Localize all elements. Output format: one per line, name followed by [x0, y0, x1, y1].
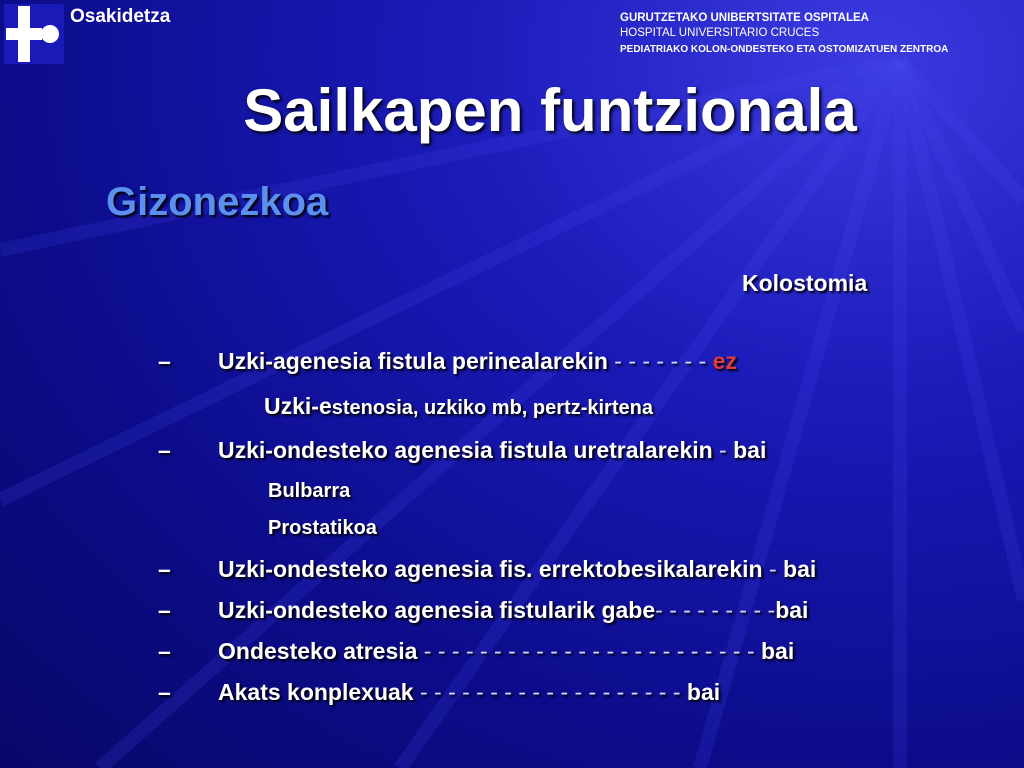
list-item [218, 679, 720, 706]
item-text-lead: Uzki-e [264, 393, 332, 419]
item-dashes: - - - - - - - - - [655, 597, 776, 623]
list-item: Bulbarra [268, 480, 351, 502]
osakidetza-logo-icon [4, 4, 64, 64]
list-item: Prostatikoa [268, 517, 377, 539]
item-text: Uzki-ondesteko agenesia fistularik gabe [218, 597, 656, 623]
item-answer: bai [783, 556, 817, 582]
item-text: Ondesteko atresia [218, 638, 418, 664]
bullet-marker: – [158, 437, 171, 463]
bullet-marker: – [158, 556, 171, 582]
item-answer: bai [733, 437, 767, 463]
column-header: Kolostomia [742, 270, 868, 296]
hospital-name-es: HOSPITAL UNIVERSITARIO CRUCES [620, 27, 820, 39]
slide-title: Sailkapen funtzionala [243, 77, 857, 144]
item-text: Uzki-ondesteko agenesia fis. errektobesikalarekin [218, 556, 763, 582]
bullet-marker: – [158, 638, 171, 664]
hospital-info [620, 11, 948, 57]
list-item [264, 393, 653, 420]
slide-subtitle: Gizonezkoa [106, 180, 329, 224]
list-item [218, 348, 737, 375]
item-dashes: - [712, 437, 734, 463]
hospital-name-eu: GURUTZETAKO UNIBERTSITATE OSPITALEA [620, 12, 869, 24]
bullet-marker: – [158, 348, 171, 374]
brand-name: Osakidetza [70, 6, 171, 27]
list-item [218, 638, 794, 665]
item-answer: bai [775, 597, 809, 623]
list-item [218, 556, 816, 583]
item-text: Uzki-ondesteko agenesia fistula uretralarekin [218, 437, 713, 463]
item-answer: ez [712, 348, 737, 374]
hospital-department: PEDIATRIAKO KOLON-ONDESTEKO ETA OSTOMIZATUEN ZENTROA [620, 44, 949, 55]
list-item [218, 597, 808, 624]
bullet-marker: – [158, 679, 171, 705]
item-text: Uzki-agenesia fistula perinealarekin [218, 348, 608, 374]
item-dashes: - - - - - - - - - - - - - - - - - - - - - - - - [417, 638, 761, 664]
item-answer: bai [761, 638, 795, 664]
item-dashes: - [762, 556, 784, 582]
bullet-marker: – [158, 597, 171, 623]
item-dashes: - - - - - - - [607, 348, 713, 374]
item-answer: bai [686, 679, 721, 705]
item-text-rest: stenosia, uzkiko mb, pertz-kirtena [331, 397, 653, 419]
item-dashes: - - - - - - - - - - - - - - - - - - - [419, 679, 687, 705]
item-text: Akats konplexuak [218, 679, 420, 705]
list-item [218, 437, 766, 464]
